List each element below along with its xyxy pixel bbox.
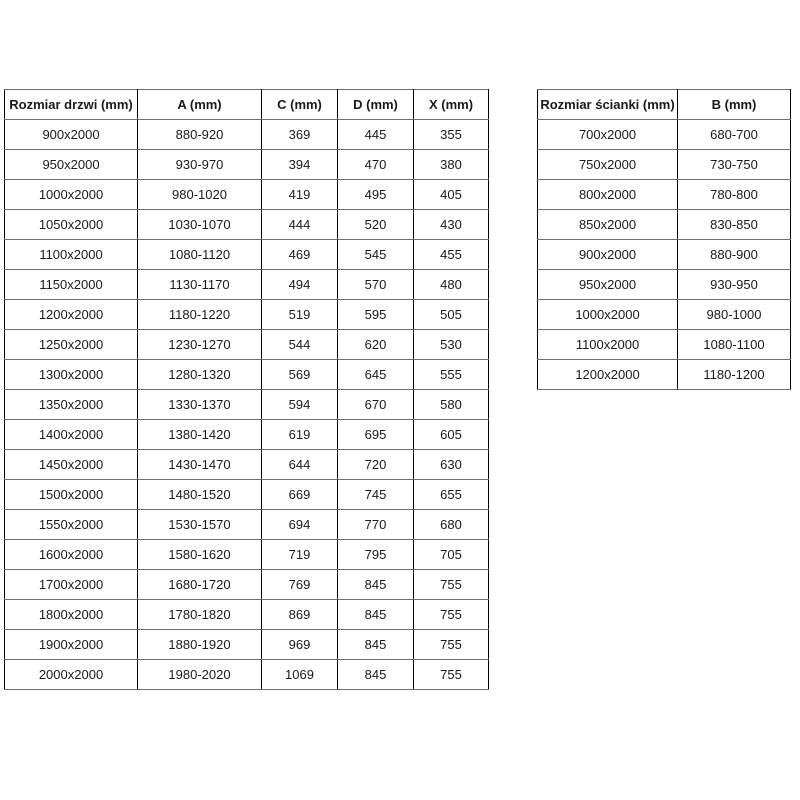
table-row <box>5 180 489 210</box>
table-cell: 830-850 <box>678 210 791 240</box>
column-header: A (mm) <box>138 90 262 120</box>
table-cell: 705 <box>414 540 489 570</box>
table-row <box>538 180 791 210</box>
table-row <box>538 150 791 180</box>
table-cell: 1400x2000 <box>5 420 138 450</box>
table-cell: 770 <box>338 510 414 540</box>
table-cell: 655 <box>414 480 489 510</box>
table-cell: 1000x2000 <box>538 300 678 330</box>
table-cell: 850x2000 <box>538 210 678 240</box>
table-cell: 670 <box>338 390 414 420</box>
table-cell: 605 <box>414 420 489 450</box>
table-cell: 880-920 <box>138 120 262 150</box>
table-cell: 469 <box>262 240 338 270</box>
table-cell: 845 <box>338 660 414 690</box>
table-cell: 769 <box>262 570 338 600</box>
column-header: Rozmiar ścianki (mm) <box>538 90 678 120</box>
header-row <box>538 90 791 120</box>
table-cell: 950x2000 <box>5 150 138 180</box>
table-row <box>5 510 489 540</box>
table-row <box>5 600 489 630</box>
table-cell: 369 <box>262 120 338 150</box>
table-cell: 950x2000 <box>538 270 678 300</box>
table-cell: 1580-1620 <box>138 540 262 570</box>
table-cell: 845 <box>338 570 414 600</box>
table-row <box>5 150 489 180</box>
table-row <box>5 630 489 660</box>
table-cell: 480 <box>414 270 489 300</box>
table-row <box>538 240 791 270</box>
table-cell: 845 <box>338 600 414 630</box>
table-cell: 720 <box>338 450 414 480</box>
table-cell: 1080-1100 <box>678 330 791 360</box>
table-row <box>5 240 489 270</box>
table-cell: 700x2000 <box>538 120 678 150</box>
table-cell: 795 <box>338 540 414 570</box>
table-cell: 520 <box>338 210 414 240</box>
table-cell: 1280-1320 <box>138 360 262 390</box>
table-cell: 1180-1220 <box>138 300 262 330</box>
table-cell: 569 <box>262 360 338 390</box>
column-header: X (mm) <box>414 90 489 120</box>
table-row <box>538 270 791 300</box>
table-row <box>538 120 791 150</box>
table-cell: 755 <box>414 660 489 690</box>
table-cell: 580 <box>414 390 489 420</box>
table-cell: 644 <box>262 450 338 480</box>
table-cell: 495 <box>338 180 414 210</box>
wall-size-table <box>537 89 791 390</box>
table-cell: 1200x2000 <box>538 360 678 390</box>
table-cell: 494 <box>262 270 338 300</box>
table-cell: 680-700 <box>678 120 791 150</box>
table-cell: 594 <box>262 390 338 420</box>
table-row <box>5 660 489 690</box>
table-row <box>5 330 489 360</box>
table-row <box>5 420 489 450</box>
table-row <box>5 300 489 330</box>
table-cell: 570 <box>338 270 414 300</box>
table-cell: 1000x2000 <box>5 180 138 210</box>
table-row <box>5 120 489 150</box>
table-cell: 1550x2000 <box>5 510 138 540</box>
table-cell: 750x2000 <box>538 150 678 180</box>
table-cell: 1480-1520 <box>138 480 262 510</box>
table-cell: 1780-1820 <box>138 600 262 630</box>
table-cell: 470 <box>338 150 414 180</box>
table-cell: 645 <box>338 360 414 390</box>
table-cell: 444 <box>262 210 338 240</box>
table-cell: 1300x2000 <box>5 360 138 390</box>
column-header: B (mm) <box>678 90 791 120</box>
table-cell: 430 <box>414 210 489 240</box>
table-cell: 780-800 <box>678 180 791 210</box>
table-cell: 545 <box>338 240 414 270</box>
table-cell: 1800x2000 <box>5 600 138 630</box>
table-cell: 419 <box>262 180 338 210</box>
table-cell: 694 <box>262 510 338 540</box>
table-cell: 1430-1470 <box>138 450 262 480</box>
table-cell: 1250x2000 <box>5 330 138 360</box>
table-cell: 745 <box>338 480 414 510</box>
table-cell: 669 <box>262 480 338 510</box>
table-cell: 800x2000 <box>538 180 678 210</box>
table-cell: 544 <box>262 330 338 360</box>
table-cell: 394 <box>262 150 338 180</box>
table-cell: 1100x2000 <box>5 240 138 270</box>
table-cell: 900x2000 <box>538 240 678 270</box>
table-cell: 1880-1920 <box>138 630 262 660</box>
table-cell: 1069 <box>262 660 338 690</box>
table-cell: 1130-1170 <box>138 270 262 300</box>
table-row <box>538 210 791 240</box>
table-cell: 355 <box>414 120 489 150</box>
table-cell: 1230-1270 <box>138 330 262 360</box>
table-row <box>5 540 489 570</box>
table-cell: 1500x2000 <box>5 480 138 510</box>
table-row <box>5 480 489 510</box>
table-cell: 930-950 <box>678 270 791 300</box>
table-cell: 755 <box>414 570 489 600</box>
table-cell: 1380-1420 <box>138 420 262 450</box>
table-row <box>5 270 489 300</box>
column-header: D (mm) <box>338 90 414 120</box>
table-cell: 445 <box>338 120 414 150</box>
table-cell: 630 <box>414 450 489 480</box>
table-cell: 2000x2000 <box>5 660 138 690</box>
table-cell: 455 <box>414 240 489 270</box>
table-cell: 505 <box>414 300 489 330</box>
table-cell: 1080-1120 <box>138 240 262 270</box>
table-cell: 880-900 <box>678 240 791 270</box>
table-row <box>538 360 791 390</box>
table-cell: 969 <box>262 630 338 660</box>
table-cell: 695 <box>338 420 414 450</box>
table-row <box>5 390 489 420</box>
table-cell: 980-1000 <box>678 300 791 330</box>
table-cell: 530 <box>414 330 489 360</box>
table-cell: 1530-1570 <box>138 510 262 540</box>
table-cell: 1030-1070 <box>138 210 262 240</box>
table-cell: 755 <box>414 600 489 630</box>
table-cell: 1150x2000 <box>5 270 138 300</box>
table-cell: 619 <box>262 420 338 450</box>
table-cell: 1200x2000 <box>5 300 138 330</box>
table-cell: 980-1020 <box>138 180 262 210</box>
table-cell: 405 <box>414 180 489 210</box>
table-cell: 680 <box>414 510 489 540</box>
table-cell: 730-750 <box>678 150 791 180</box>
table-row <box>5 450 489 480</box>
table-cell: 1330-1370 <box>138 390 262 420</box>
header-row <box>5 90 489 120</box>
table-cell: 1700x2000 <box>5 570 138 600</box>
table-row <box>5 360 489 390</box>
table-row <box>538 300 791 330</box>
table-cell: 1980-2020 <box>138 660 262 690</box>
table-cell: 620 <box>338 330 414 360</box>
table-row <box>5 570 489 600</box>
table-cell: 1600x2000 <box>5 540 138 570</box>
table-cell: 1450x2000 <box>5 450 138 480</box>
table-cell: 1350x2000 <box>5 390 138 420</box>
table-cell: 719 <box>262 540 338 570</box>
column-header: C (mm) <box>262 90 338 120</box>
table-cell: 869 <box>262 600 338 630</box>
table-cell: 1180-1200 <box>678 360 791 390</box>
table-cell: 845 <box>338 630 414 660</box>
table-cell: 900x2000 <box>5 120 138 150</box>
table-cell: 555 <box>414 360 489 390</box>
table-cell: 380 <box>414 150 489 180</box>
table-cell: 595 <box>338 300 414 330</box>
table-row <box>538 330 791 360</box>
table-cell: 1100x2000 <box>538 330 678 360</box>
table-cell: 1900x2000 <box>5 630 138 660</box>
table-row <box>5 210 489 240</box>
table-cell: 930-970 <box>138 150 262 180</box>
door-size-table <box>4 89 489 690</box>
table-cell: 1050x2000 <box>5 210 138 240</box>
table-cell: 755 <box>414 630 489 660</box>
table-cell: 519 <box>262 300 338 330</box>
table-cell: 1680-1720 <box>138 570 262 600</box>
column-header: Rozmiar drzwi (mm) <box>5 90 138 120</box>
